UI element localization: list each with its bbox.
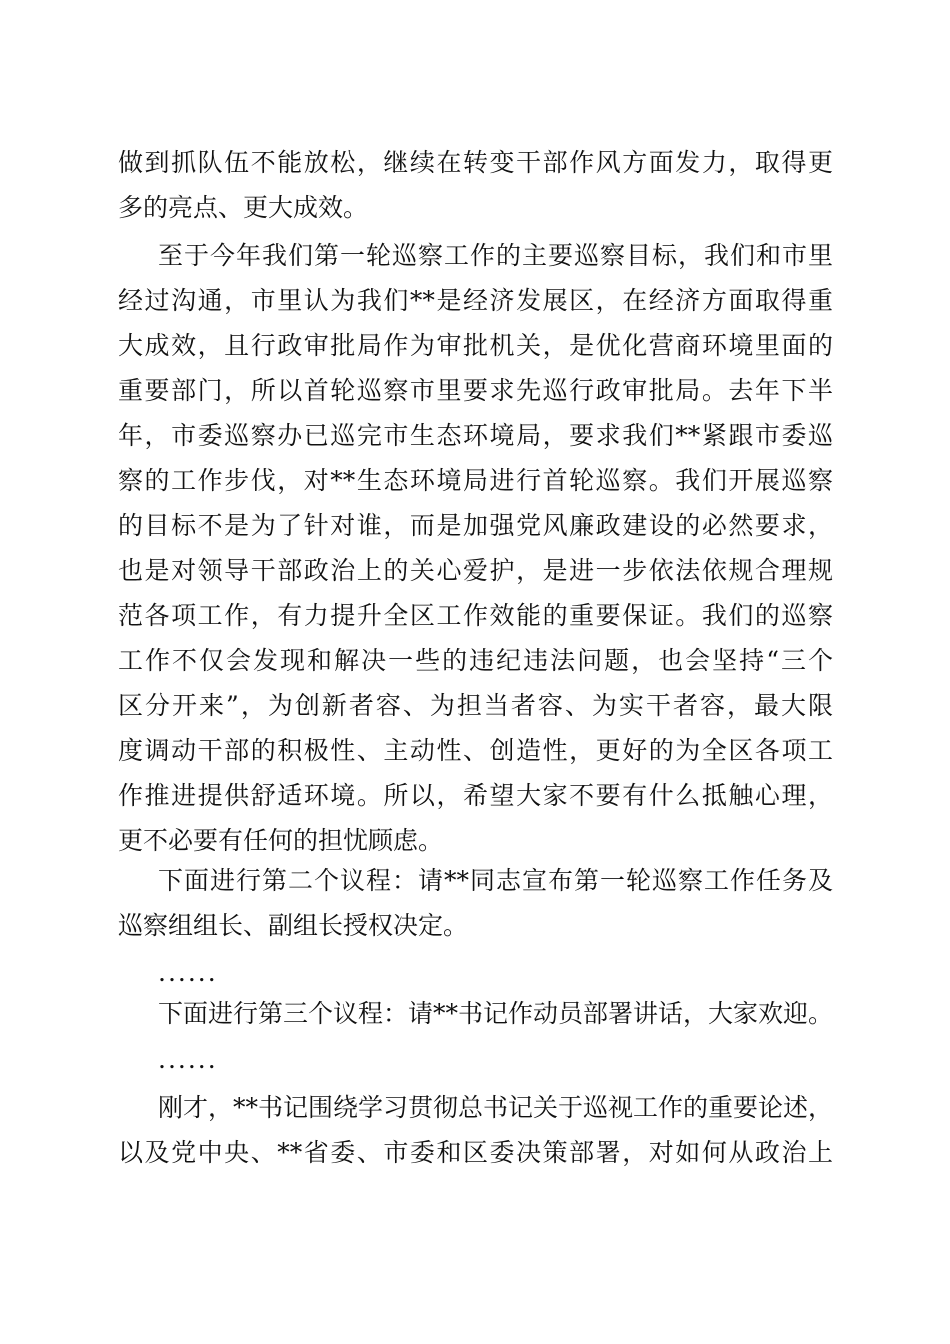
text-line: 工作不仅会发现和解决一些的违纪违法问题，也会坚持“三个: [118, 646, 833, 675]
paragraph-agenda-two: [118, 858, 833, 948]
text-line: 区分开来”，为创新者容、为担当者容、为实干者容，最大限: [118, 691, 833, 720]
ellipsis-one: [118, 950, 833, 995]
paragraph-inspection-goal: [118, 233, 833, 863]
paragraph-agenda-three: [118, 991, 833, 1036]
text-line: 作推进提供舒适环境。所以，希望大家不要有什么抵触心理，: [118, 781, 833, 810]
text-line: 多的亮点、更大成效。: [118, 193, 369, 222]
text-line: 巡察组组长、副组长授权决定。: [118, 911, 469, 940]
text-line: 下面进行第二个议程：请**同志宣布第一轮巡察工作任务及: [158, 866, 833, 895]
text-line: 大成效，且行政审批局作为审批机关，是优化营商环境里面的: [118, 331, 833, 360]
text-line: 察的工作步伐，对**生态环境局进行首轮巡察。我们开展巡察: [118, 466, 833, 495]
text-line: 也是对领导干部政治上的关心爱护，是进一步依法依规合理规: [118, 556, 833, 585]
ellipsis-text: ......: [158, 958, 218, 987]
ellipsis-text: ......: [158, 1045, 218, 1074]
text-line: 下面进行第三个议程：请**书记作动员部署讲话，大家欢迎。: [158, 999, 834, 1028]
text-line: 更不必要有任何的担忧顾虑。: [118, 826, 444, 855]
text-line: 范各项工作，有力提升全区工作效能的重要保证。我们的巡察: [118, 601, 833, 630]
ellipsis-two: [118, 1037, 833, 1082]
paragraph-summary: [118, 1085, 833, 1175]
paragraph-continuation: [118, 140, 833, 230]
text-line: 刚才，**书记围绕学习贯彻总书记关于巡视工作的重要论述，: [158, 1093, 834, 1122]
text-line: 年，市委巡察办已巡完市生态环境局，要求我们**紧跟市委巡: [118, 421, 833, 450]
text-line: 至于今年我们第一轮巡察工作的主要巡察目标，我们和市里: [158, 241, 833, 270]
text-line: 经过沟通，市里认为我们**是经济发展区，在经济方面取得重: [118, 286, 833, 315]
text-line: 的目标不是为了针对谁，而是加强党风廉政建设的必然要求，: [118, 511, 833, 540]
text-line: 度调动干部的积极性、主动性、创造性，更好的为全区各项工: [118, 736, 833, 765]
text-line: 以及党中央、**省委、市委和区委决策部署，对如何从政治上: [118, 1138, 833, 1167]
text-line: 重要部门，所以首轮巡察市里要求先巡行政审批局。去年下半: [118, 376, 833, 405]
text-line: 做到抓队伍不能放松，继续在转变干部作风方面发力，取得更: [118, 148, 833, 177]
